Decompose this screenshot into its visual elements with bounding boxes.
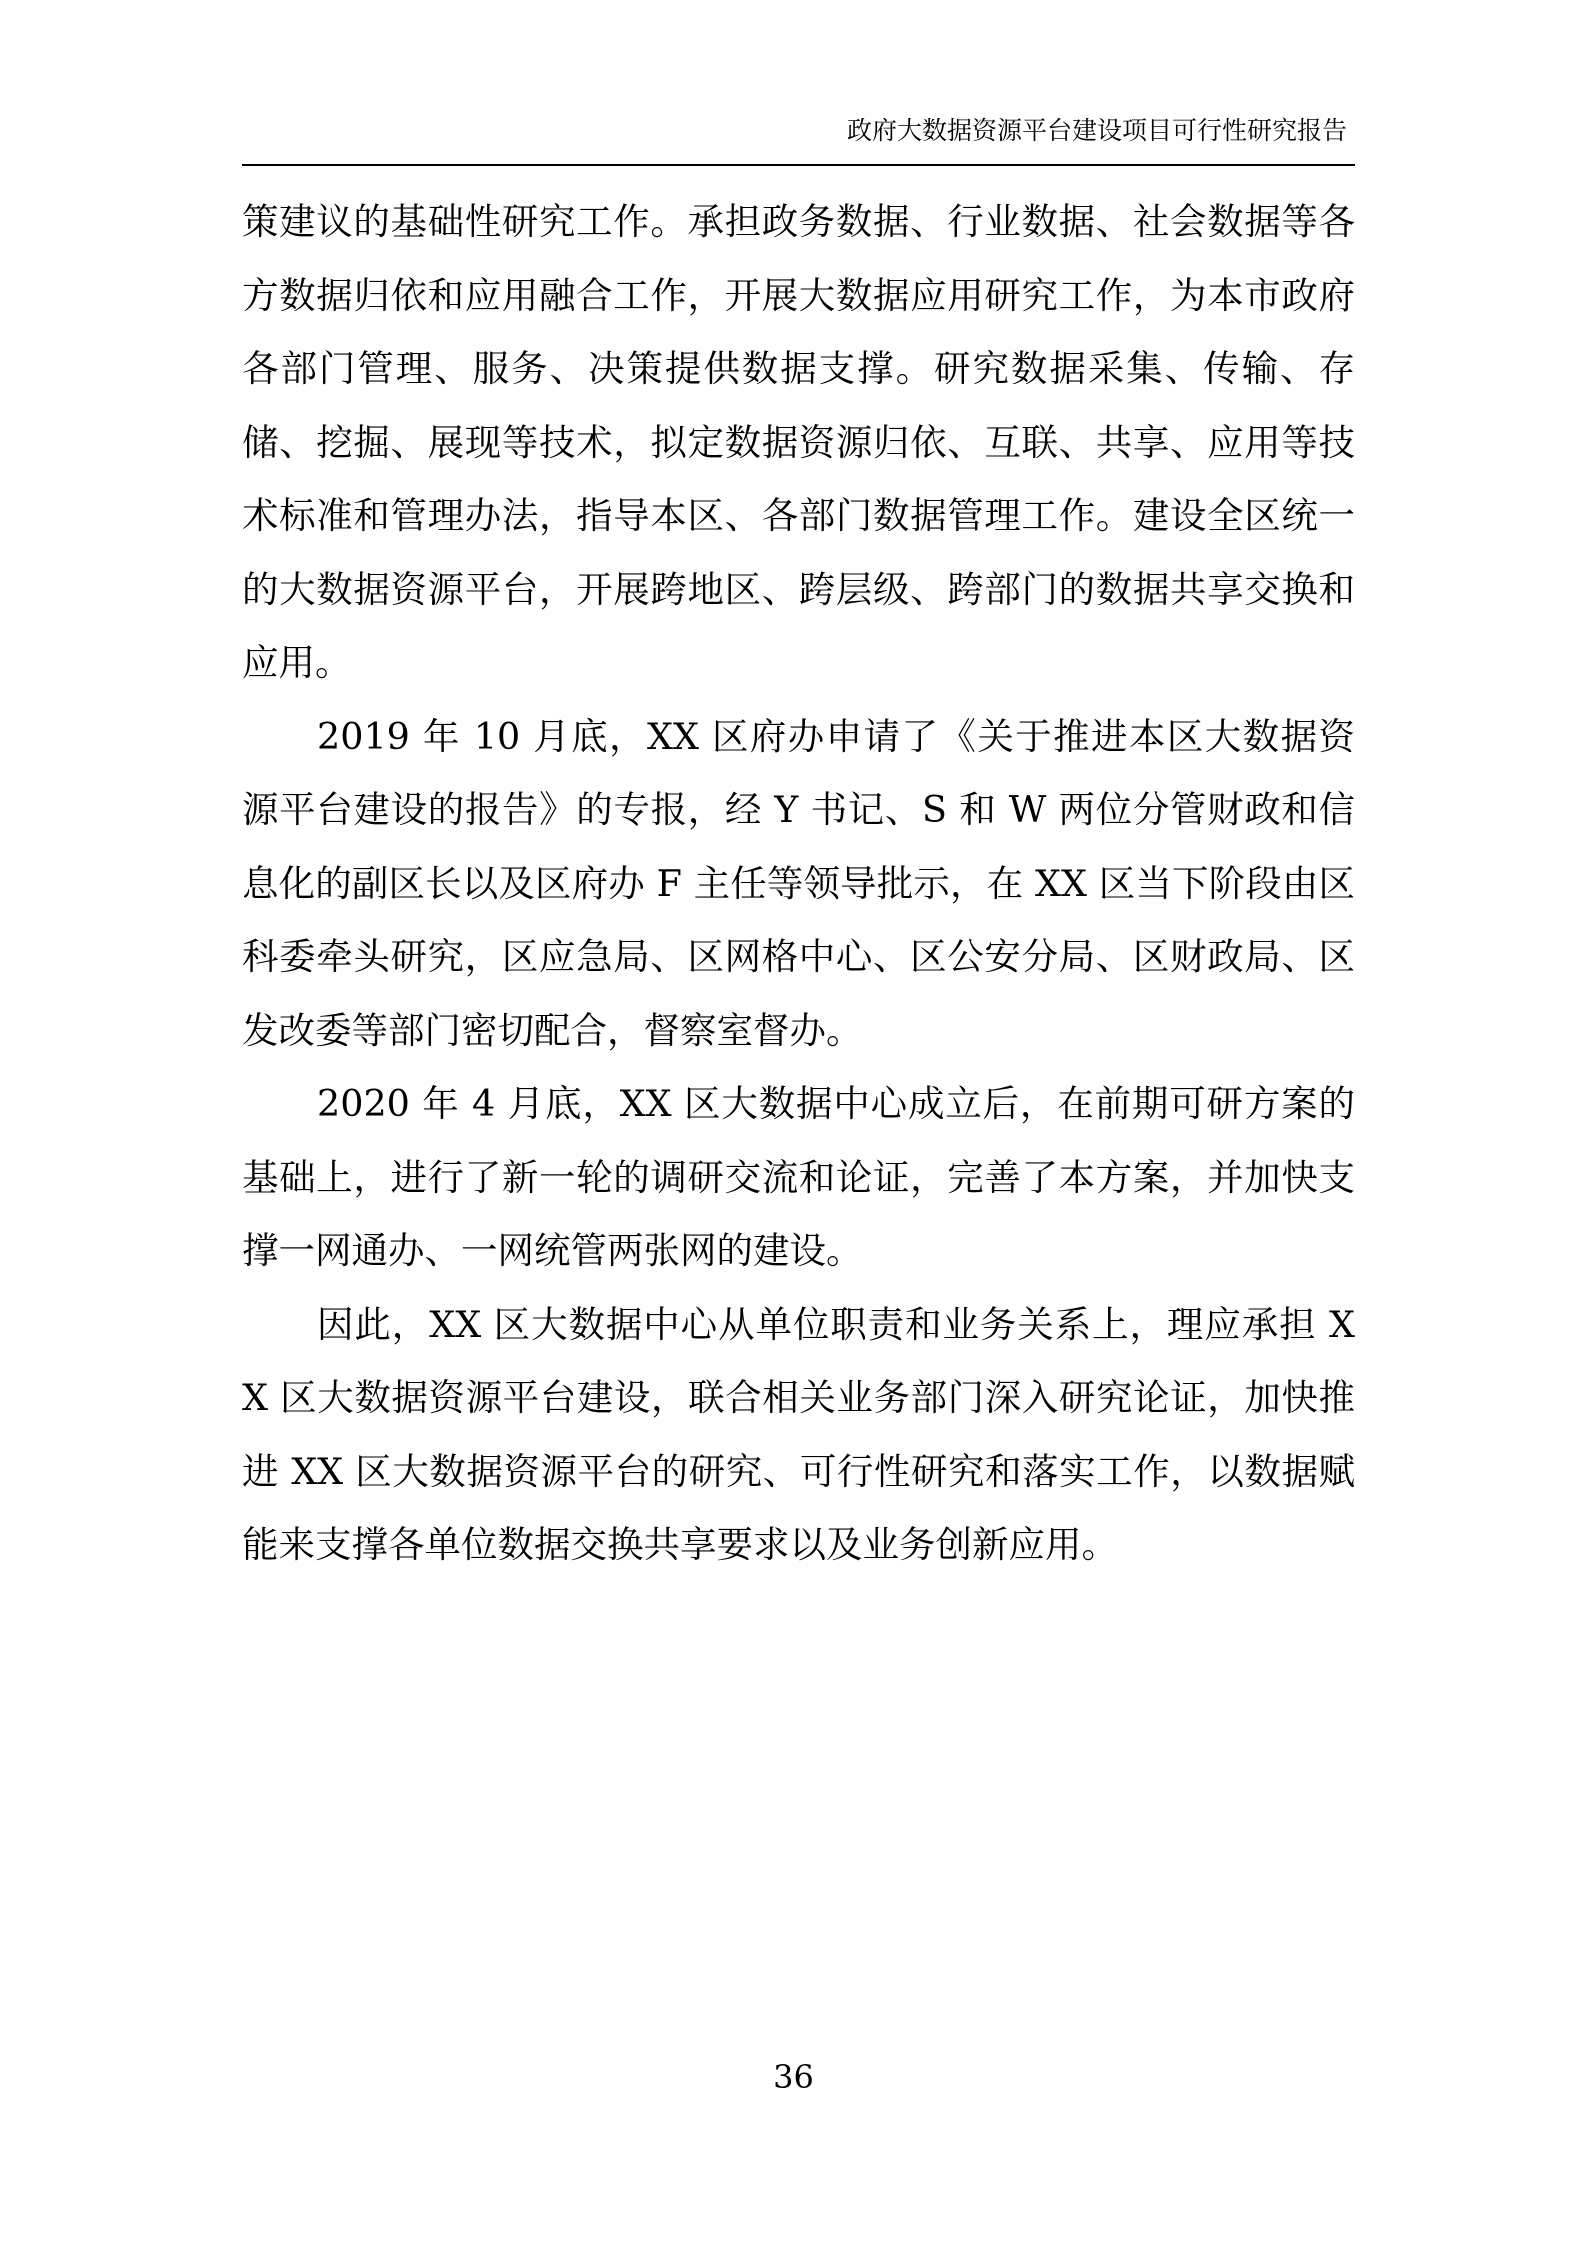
header-title: 政府大数据资源平台建设项目可行性研究报告 bbox=[846, 116, 1347, 145]
page-number: 36 bbox=[773, 2058, 814, 2096]
paragraph-continuation: 策建议的基础性研究工作。承担政务数据、行业数据、社会数据等各方数据归依和应用融合工作，开展大数据应用研究工作，为本市政府各部门管理、服务、决策提供数据支撑。研究数据采集、传输、存储、挖掘、展现等技术，拟定数据资源归依、互联、共享、应用等技术标准和管理办法，指导本区、各部门数据管理工作。建设全区统一的大数据资源平台，开展跨地区、跨层级、跨部门的数据共享交换和应用。 bbox=[242, 200, 1355, 684]
page-header bbox=[242, 108, 1355, 166]
paragraph-conclusion: 因此，XX 区大数据中心从单位职责和业务关系上，理应承担 XX 区大数据资源平台建设，联合相关业务部门深入研究论证，加快推进 XX 区大数据资源平台的研究、可行性研究和落实工作，以数据赋能来支撑各单位数据交换共享要求以及业务创新应用。 bbox=[242, 1302, 1355, 1566]
paragraph-2019-report: 2019 年 10 月底，XX 区府办申请了《关于推进本区大数据资源平台建设的报告》的专报，经 Y 书记、S 和 W 两位分管财政和信息化的副区长以及区府办 F 主任等领导批示，在 XX 区当下阶段由区科委牵头研究，区应急局、区网格中心、区公安分局、区财政局、区发改委等部门密切配合，督察室督办。 bbox=[242, 714, 1355, 1052]
paragraph-2020-center: 2020 年 4 月底，XX 区大数据中心成立后，在前期可研方案的基础上，进行了新一轮的调研交流和论证，完善了本方案，并加快支撑一网通办、一网统管两张网的建设。 bbox=[242, 1082, 1355, 1272]
document-body bbox=[242, 185, 1355, 1582]
